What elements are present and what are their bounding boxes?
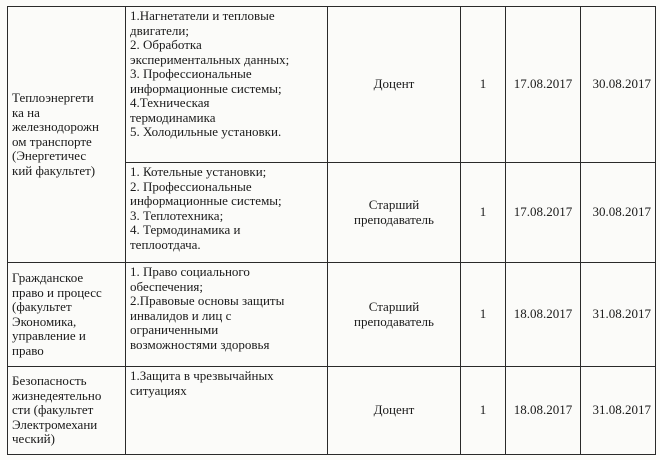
- end-date-cell: 31.08.2017: [581, 263, 656, 367]
- department-line: сти (факультет: [12, 402, 94, 418]
- position-line: Доцент: [373, 402, 415, 418]
- position-cell: [328, 367, 461, 455]
- department-line: Теплоэнергети: [12, 90, 94, 105]
- position-line: Старший: [368, 299, 420, 314]
- subject-line: теплоотдача.: [130, 236, 201, 252]
- table-row: [8, 367, 656, 455]
- count-cell: 1: [461, 7, 506, 163]
- department-line: (факультет: [12, 299, 72, 314]
- vacancy-table: [7, 6, 656, 455]
- subject-line: 1. Право социального: [130, 264, 250, 279]
- department-line: Гражданское: [12, 270, 84, 285]
- department-line: железнодорожн: [12, 119, 99, 134]
- department-line: право: [12, 342, 44, 358]
- department-line: управление и: [12, 328, 86, 343]
- subject-line: двигатели;: [130, 22, 189, 38]
- count-cell: 1: [461, 367, 506, 455]
- subject-line: экспериментальных данных;: [130, 51, 290, 67]
- subject-line: 1. Котельные установки;: [130, 164, 267, 179]
- position-cell: [328, 163, 461, 263]
- subject-line: 2. Профессиональные: [130, 178, 252, 194]
- department-line: Электромехани: [12, 416, 98, 432]
- subject-line: информационные системы;: [130, 193, 282, 208]
- department-line: Экономика,: [12, 313, 77, 329]
- department-line: кий факультет): [12, 162, 96, 178]
- department-line: жизнедеятельно: [12, 387, 102, 403]
- count-cell: 1: [461, 263, 506, 367]
- end-date-cell: 31.08.2017: [581, 367, 656, 455]
- subject-line: термодинамика: [130, 109, 216, 125]
- subjects-cell: [126, 7, 328, 163]
- subjects-cell: [126, 263, 328, 367]
- position-line: преподаватель: [354, 313, 434, 329]
- department-cell: [8, 263, 126, 367]
- start-date-cell: 17.08.2017: [506, 7, 581, 163]
- table-row: [8, 7, 656, 163]
- subjects-cell: [126, 163, 328, 263]
- subject-line: 1.Нагнетатели и тепловые: [130, 8, 275, 23]
- subject-line: инвалидов и лиц с: [130, 307, 232, 323]
- position-line: Доцент: [373, 76, 415, 92]
- department-line: право и процесс: [12, 284, 102, 300]
- start-date-cell: 18.08.2017: [506, 263, 581, 367]
- department-line: Безопасность: [12, 373, 87, 389]
- subject-line: ситуациях: [130, 382, 187, 398]
- subject-line: информационные системы;: [130, 80, 282, 96]
- subject-line: 5. Холодильные установки.: [130, 124, 282, 139]
- subject-line: 4. Термодинамика и: [130, 222, 241, 237]
- department-line: ом транспорте: [12, 133, 92, 149]
- subject-line: 1.Защита в чрезвычайных: [130, 368, 274, 383]
- department-line: ческий): [12, 431, 55, 447]
- position-cell: [328, 263, 461, 367]
- subject-line: 3. Профессиональные: [130, 66, 252, 81]
- subjects-cell: [126, 367, 328, 455]
- end-date-cell: 30.08.2017: [581, 7, 656, 163]
- count-cell: 1: [461, 163, 506, 263]
- subject-line: обеспечения;: [130, 278, 204, 294]
- department-line: ка на: [12, 104, 40, 120]
- position-line: Старший: [368, 197, 420, 212]
- subject-line: 2. Обработка: [130, 37, 202, 52]
- subject-line: возможностями здоровья: [130, 336, 270, 352]
- department-cell: [8, 7, 126, 263]
- subject-line: 3. Теплотехника;: [130, 207, 224, 223]
- subject-line: 2.Правовые основы защиты: [130, 293, 285, 308]
- department-cell: [8, 367, 126, 455]
- end-date-cell: 30.08.2017: [581, 163, 656, 263]
- position-cell: [328, 7, 461, 163]
- start-date-cell: 18.08.2017: [506, 367, 581, 455]
- position-line: преподаватель: [354, 211, 434, 227]
- subject-line: 4.Техническая: [130, 95, 210, 110]
- department-line: (Энергетичес: [12, 148, 87, 163]
- table-row: [8, 263, 656, 367]
- start-date-cell: 17.08.2017: [506, 163, 581, 263]
- subject-line: ограниченными: [130, 322, 219, 337]
